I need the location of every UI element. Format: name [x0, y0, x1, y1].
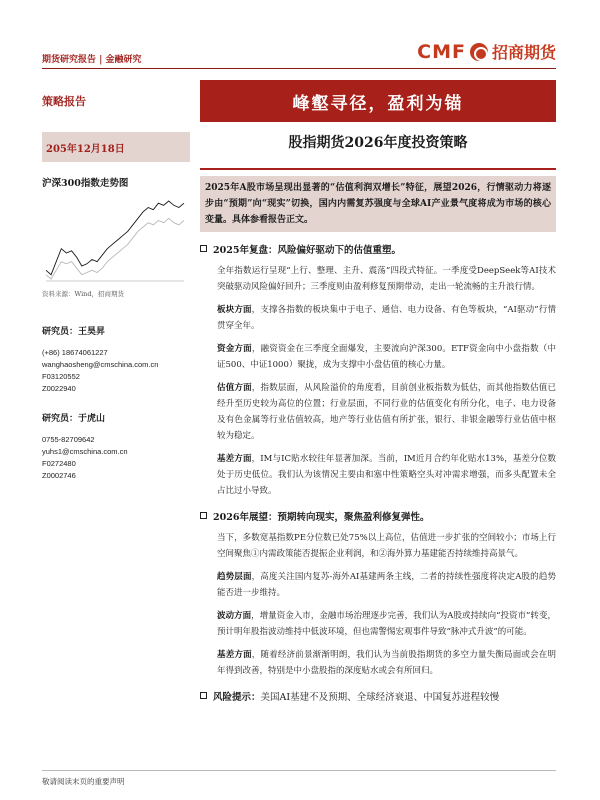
analyst-2-email[interactable]: yuhs1@cmschina.com.cn: [42, 447, 128, 456]
chart-heading: 沪深300指数走势图: [42, 178, 129, 189]
analyst-2-license-2: Z0002746: [42, 471, 76, 480]
square-bullet-icon: [200, 512, 207, 519]
summary-box: 2025年A股市场呈现出显著的“估值利润双增长”特征，展望2026，行情驱动力将逐步由“预期”向“现实”切换，国内内需复苏强度与全球AI产业景气度将成为市场的核心变量。具体参看报告正文。: [200, 176, 556, 232]
risk-label: 风险提示：: [213, 692, 261, 703]
report-type: 策略报告: [42, 95, 86, 108]
sidebar: [42, 175, 192, 482]
paragraph-text: ，融资资金在三季度全面爆发，主要流向沪深300。ETF资金向中小盘指数（中证500、中证1000）聚拢，成为支撑中小盘估值的核心力量。: [217, 344, 556, 370]
analyst-1-phone: (+86) 18674061227: [42, 348, 108, 357]
paragraph-text: 当下，多数宽基指数PE分位数已处75%以上高位，估值进一步扩张的空间较小；市场上行空间聚焦①内需政策能否提振企业利润，和②海外算力基建能否持续维持高景气。: [217, 533, 556, 559]
paragraph-lead: 基差方面: [217, 454, 252, 464]
chart-source: 资料来源：Wind，招商期货: [42, 290, 124, 298]
analyst-1-email[interactable]: wanghaosheng@cmschina.com.cn: [42, 360, 159, 369]
section-2: [200, 509, 556, 679]
paragraph-lead: 波动方面: [217, 611, 252, 621]
section-3-title: [213, 689, 499, 703]
section-2-header: [200, 509, 556, 523]
footer-divider: [42, 770, 556, 771]
report-date: 205年12月18日: [46, 143, 125, 155]
square-bullet-icon: [200, 245, 207, 252]
paragraph-text: 全年指数运行呈现“上行、整理、主升、震荡”四段式特征。一季度受DeepSeek等AI技术突破驱动风险偏好回升；三季度则由盈利修复预期带动，走出一轮流畅的主升浪行情。: [217, 266, 556, 292]
paragraph: [217, 263, 556, 295]
analyst-1-license-1: F03120552: [42, 372, 80, 381]
main-content: [200, 176, 556, 703]
title-divider: [200, 168, 556, 170]
header-divider: [42, 68, 556, 69]
paragraph: [217, 380, 556, 444]
chart-svg: [42, 193, 188, 285]
footer-disclaimer: 敬请阅读末页的重要声明: [42, 777, 125, 786]
paragraph-text: ，支撑各指数的板块集中于电子、通信、电力设备、有色等板块，“AI驱动”行情贯穿全年。: [217, 305, 556, 331]
logo-cmf-text: CMF: [417, 40, 466, 63]
paragraph-text: ，高度关注国内复苏-海外AI基建两条主线，二者的持续性强度将决定A股的趋势能否进一步维持。: [217, 572, 556, 598]
risk-text: 美国AI基建不及预期、全球经济衰退、中国复苏进程较慢: [260, 692, 500, 703]
analyst-2: [42, 411, 192, 482]
header-left-text: 期货研究报告 | 金融研究: [42, 55, 142, 65]
paragraph-lead: 板块方面: [217, 305, 252, 315]
analyst-1-license-2: Z0022940: [42, 384, 76, 393]
paragraph: [217, 451, 556, 499]
analyst-2-license-1: F0272480: [42, 459, 76, 468]
paragraph-lead: 趋势层面: [217, 572, 252, 582]
paragraph-text: ，随着经济前景渐渐明朗，我们认为当前股指期货的多空力量失衡局面或会在明年得到改善，特别是中小盘股指的深度贴水或会有所回归。: [217, 650, 556, 676]
analyst-1: [42, 324, 192, 395]
square-bullet-icon: [200, 692, 207, 699]
paragraph-lead: 基差方面: [217, 650, 252, 660]
paragraph-text: ，增量资金入市，金融市场治理逐步完善，我们认为A股或持续向“投资市”转变，预计明年股指波动维持中低波环境，但也需警惕宏观事件导致“脉冲式升波”的可能。: [217, 611, 556, 637]
date-box: [42, 132, 190, 162]
paragraph: [217, 530, 556, 562]
paragraph-text: ，指数层面，从风险溢价的角度看，目前创业板指数为低估，而其他指数估值已经升至历史较为高位的位置；行业层面，不同行业的估值变化有所分化，电子、电力设备及有色金属等行业估值较高，地产等行业估值有所扩张，银行、非银金融等行业估值中枢较为稳定。: [217, 383, 556, 441]
section-1-header: [200, 242, 556, 256]
chart-series-line: [46, 218, 184, 279]
analyst-2-name: 研究员：于虎山: [42, 414, 106, 424]
paragraph-text: ，IM与IC贴水较往年显著加深。当前，IM近月合约年化贴水13%，基差分位数处于历史低位。我们认为该情况主要由和塞中性策略空头对冲需求增强，而多头配置未全占比过小导致。: [217, 454, 556, 496]
section-3-header: [200, 689, 556, 703]
banner-title: 峰壑寻径，盈利为锚: [292, 93, 464, 114]
section-1-title: 2025年复盘：风险偏好驱动下的估值重塑。: [213, 245, 401, 256]
analyst-1-name: 研究员：王昊昇: [42, 327, 106, 337]
paragraph-lead: 估值方面: [217, 383, 252, 393]
paragraph: [217, 341, 556, 373]
analyst-2-phone: 0755-82709642: [42, 435, 95, 444]
section-2-title: 2026年展望：预期转向现实，聚焦盈利修复弹性。: [213, 512, 430, 523]
section-1: [200, 242, 556, 499]
banner: [200, 80, 556, 122]
index-chart: [42, 193, 188, 285]
paragraph: [217, 569, 556, 601]
paragraph-lead: 资金方面: [217, 344, 252, 354]
paragraph: [217, 302, 556, 334]
section-3: [200, 689, 556, 703]
cmf-logo-icon: [470, 43, 488, 61]
page-title: 股指期货2026年度投资策略: [288, 135, 468, 151]
logo-cn-text: 招商期货: [491, 43, 556, 62]
paragraph: [217, 647, 556, 679]
paragraph: [217, 608, 556, 640]
company-logo: [417, 40, 556, 63]
